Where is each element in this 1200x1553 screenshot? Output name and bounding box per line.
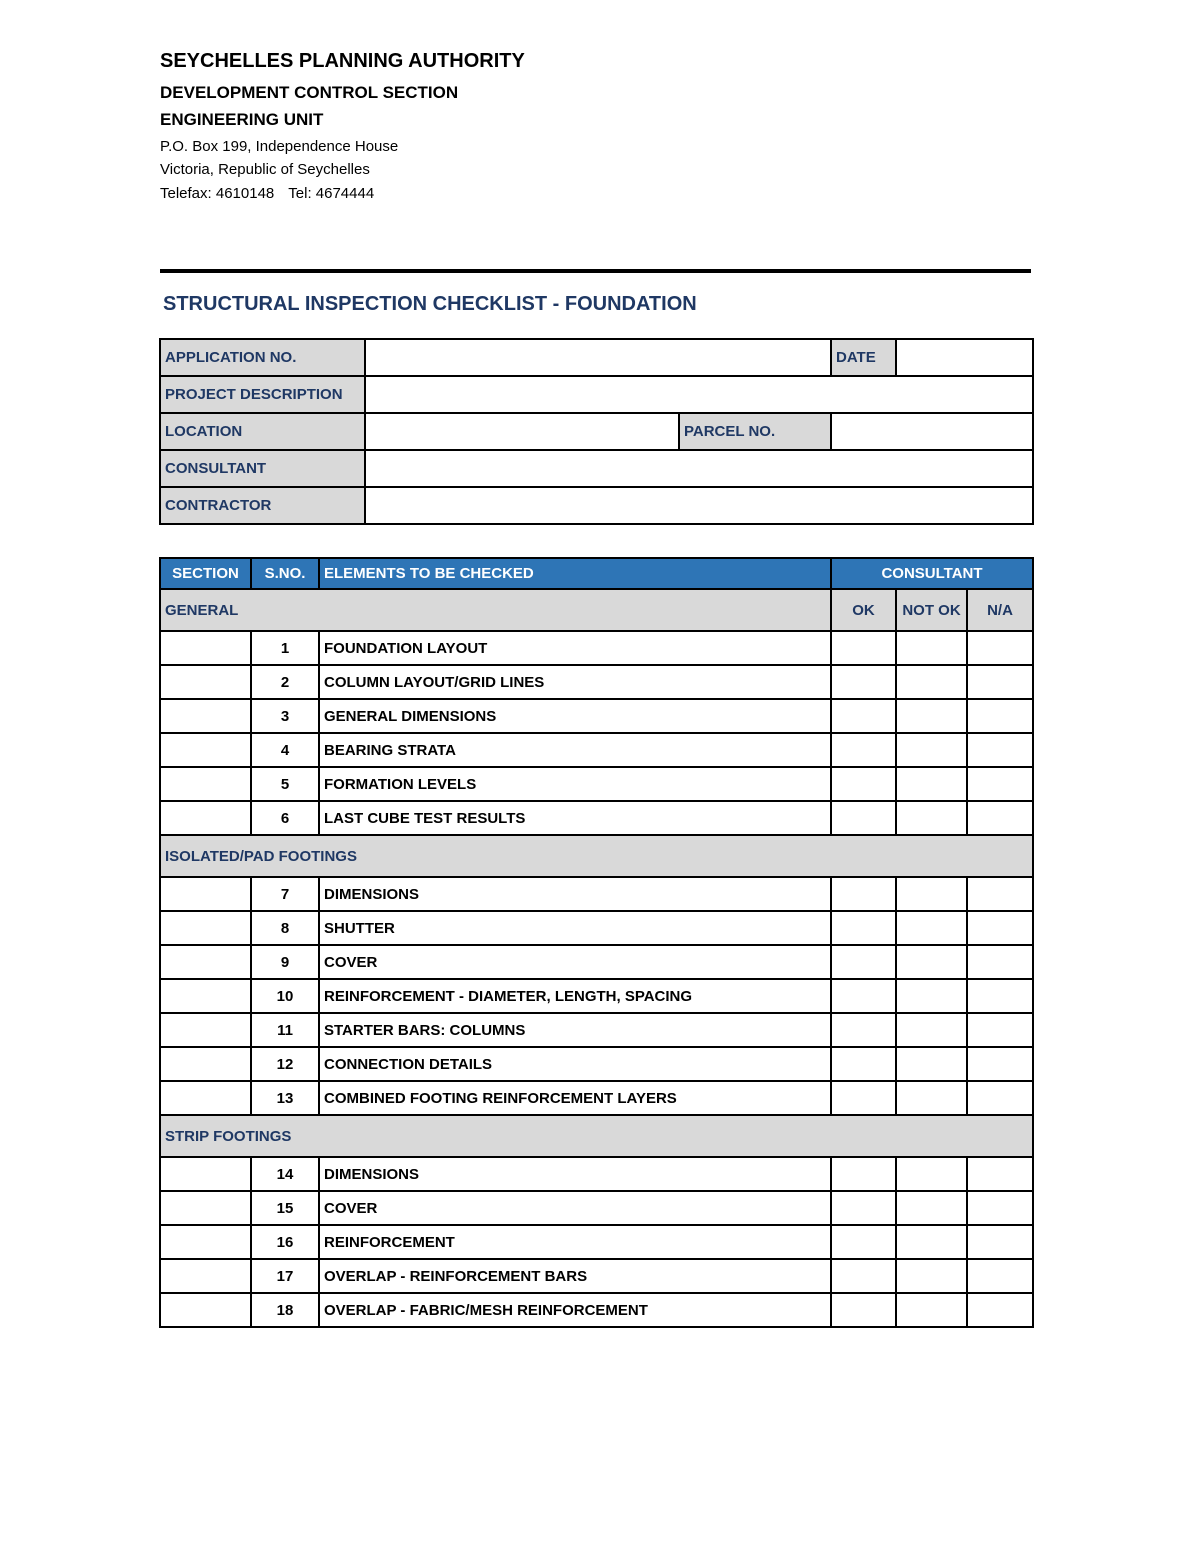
section-cell [160,945,251,979]
info-row-application [160,339,1033,376]
header-divider [160,269,1031,273]
element-cell: DIMENSIONS [319,877,831,911]
sno-cell: 15 [251,1191,319,1225]
checklist-row [160,877,1033,911]
info-row-consultant [160,450,1033,487]
not-ok-checkbox[interactable] [896,699,967,733]
group-row [160,835,1033,877]
group-name: ISOLATED/PAD FOOTINGS [160,835,1033,877]
sno-cell: 1 [251,631,319,665]
na-checkbox[interactable] [967,1047,1033,1081]
sno-cell: 4 [251,733,319,767]
ok-checkbox[interactable] [831,1259,896,1293]
section-cell [160,1293,251,1327]
section-cell [160,1013,251,1047]
checklist-row [160,733,1033,767]
contractor-label: CONTRACTOR [160,487,365,524]
element-cell: GENERAL DIMENSIONS [319,699,831,733]
sno-cell: 14 [251,1157,319,1191]
location-field[interactable] [365,413,679,450]
ok-checkbox[interactable] [831,1293,896,1327]
section-cell [160,1047,251,1081]
element-cell: SHUTTER [319,911,831,945]
checklist-row [160,1013,1033,1047]
ok-checkbox[interactable] [831,979,896,1013]
sno-cell: 17 [251,1259,319,1293]
na-checkbox[interactable] [967,911,1033,945]
section-cell [160,877,251,911]
sno-cell: 10 [251,979,319,1013]
checklist-row [160,911,1033,945]
ok-checkbox[interactable] [831,733,896,767]
na-checkbox[interactable] [967,801,1033,835]
group-name: GENERAL [160,589,831,631]
element-cell: FORMATION LEVELS [319,767,831,801]
ok-checkbox[interactable] [831,1157,896,1191]
section-cell [160,767,251,801]
location-label: LOCATION [160,413,365,450]
sno-cell: 2 [251,665,319,699]
not-ok-checkbox[interactable] [896,1157,967,1191]
group-row [160,589,1033,631]
unit-name: ENGINEERING UNIT [160,110,324,129]
section-cell [160,631,251,665]
org-name: SEYCHELLES PLANNING AUTHORITY [160,50,525,72]
date-field[interactable] [896,339,1033,376]
checklist-row [160,1259,1033,1293]
checklist-row [160,979,1033,1013]
na-checkbox[interactable] [967,699,1033,733]
na-checkbox[interactable] [967,1259,1033,1293]
checklist-row [160,1293,1033,1327]
section-name: DEVELOPMENT CONTROL SECTION [160,83,459,102]
ok-checkbox[interactable] [831,801,896,835]
address-line-2: Victoria, Republic of Seychelles [160,161,370,178]
section-cell [160,1157,251,1191]
na-checkbox[interactable] [967,1191,1033,1225]
section-cell [160,911,251,945]
telefax: Telefax: 4610148 [160,185,275,202]
checklist-row [160,1157,1033,1191]
project-info-table [159,338,1034,525]
na-checkbox[interactable] [967,665,1033,699]
sno-cell: 7 [251,877,319,911]
not-ok-checkbox[interactable] [896,1191,967,1225]
section-cell [160,1225,251,1259]
section-cell [160,1191,251,1225]
element-cell: COMBINED FOOTING REINFORCEMENT LAYERS [319,1081,831,1115]
na-checkbox[interactable] [967,733,1033,767]
section-cell [160,801,251,835]
not-ok-checkbox[interactable] [896,767,967,801]
element-cell: CONNECTION DETAILS [319,1047,831,1081]
info-row-contractor [160,487,1033,524]
section-cell [160,699,251,733]
ok-checkbox[interactable] [831,767,896,801]
not-ok-checkbox[interactable] [896,733,967,767]
ok-checkbox[interactable] [831,911,896,945]
na-checkbox[interactable] [967,1013,1033,1047]
sno-cell: 18 [251,1293,319,1327]
not-ok-checkbox[interactable] [896,1013,967,1047]
checklist-row [160,1191,1033,1225]
document-title: STRUCTURAL INSPECTION CHECKLIST - FOUNDATION [163,293,697,315]
not-ok-checkbox[interactable] [896,877,967,911]
not-ok-checkbox[interactable] [896,911,967,945]
checklist-row [160,767,1033,801]
section-header: SECTION [160,558,251,589]
sno-cell: 3 [251,699,319,733]
project-description-field[interactable] [365,376,1033,413]
not-ok-checkbox[interactable] [896,945,967,979]
sno-cell: 12 [251,1047,319,1081]
element-cell: OVERLAP - REINFORCEMENT BARS [319,1259,831,1293]
ok-checkbox[interactable] [831,1013,896,1047]
na-checkbox[interactable] [967,1157,1033,1191]
parcel-no-field[interactable] [831,413,1033,450]
info-row-location [160,413,1033,450]
ok-checkbox[interactable] [831,1191,896,1225]
not-ok-checkbox[interactable] [896,1259,967,1293]
not-ok-checkbox[interactable] [896,1293,967,1327]
na-checkbox[interactable] [967,767,1033,801]
elements-header: ELEMENTS TO BE CHECKED [319,558,831,589]
section-cell [160,733,251,767]
checklist-row [160,699,1033,733]
element-cell: REINFORCEMENT - DIAMETER, LENGTH, SPACING [319,979,831,1013]
address-line-1: P.O. Box 199, Independence House [160,138,399,155]
sno-cell: 13 [251,1081,319,1115]
na-checkbox[interactable] [967,979,1033,1013]
tel: Tel: 4674444 [288,185,375,202]
element-cell: DIMENSIONS [319,1157,831,1191]
checklist-header-row [160,558,1033,589]
na-checkbox[interactable] [967,1225,1033,1259]
sno-cell: 16 [251,1225,319,1259]
sno-cell: 5 [251,767,319,801]
not-ok-checkbox[interactable] [896,1225,967,1259]
checklist-row [160,665,1033,699]
na-checkbox[interactable] [967,1081,1033,1115]
application-no-field[interactable] [365,339,831,376]
not-ok-checkbox[interactable] [896,979,967,1013]
not-ok-checkbox[interactable] [896,801,967,835]
checklist-row [160,1081,1033,1115]
consultant-field[interactable] [365,450,1033,487]
ok-header: OK [831,589,896,631]
sno-cell: 11 [251,1013,319,1047]
element-cell: COVER [319,945,831,979]
not-ok-checkbox[interactable] [896,665,967,699]
contractor-field[interactable] [365,487,1033,524]
element-cell: OVERLAP - FABRIC/MESH REINFORCEMENT [319,1293,831,1327]
section-cell [160,1081,251,1115]
element-cell: FOUNDATION LAYOUT [319,631,831,665]
element-cell: COVER [319,1191,831,1225]
section-cell [160,979,251,1013]
consultant-header: CONSULTANT [831,558,1033,589]
parcel-no-label: PARCEL NO. [679,413,831,450]
sno-cell: 8 [251,911,319,945]
not-ok-header: NOT OK [896,589,967,631]
not-ok-checkbox[interactable] [896,1081,967,1115]
not-ok-checkbox[interactable] [896,631,967,665]
sno-cell: 9 [251,945,319,979]
info-row-project [160,376,1033,413]
ok-checkbox[interactable] [831,631,896,665]
na-checkbox[interactable] [967,1293,1033,1327]
na-checkbox[interactable] [967,945,1033,979]
date-label: DATE [831,339,896,376]
ok-checkbox[interactable] [831,665,896,699]
element-cell: REINFORCEMENT [319,1225,831,1259]
ok-checkbox[interactable] [831,1225,896,1259]
project-description-label: PROJECT DESCRIPTION [160,376,365,413]
checklist-row [160,945,1033,979]
checklist-row [160,801,1033,835]
element-cell: LAST CUBE TEST RESULTS [319,801,831,835]
element-cell: STARTER BARS: COLUMNS [319,1013,831,1047]
sno-cell: 6 [251,801,319,835]
ok-checkbox[interactable] [831,1047,896,1081]
section-cell [160,665,251,699]
na-header: N/A [967,589,1033,631]
contact-line [160,185,374,202]
element-cell: BEARING STRATA [319,733,831,767]
checklist-table [159,557,1034,1328]
application-no-label: APPLICATION NO. [160,339,365,376]
ok-checkbox[interactable] [831,1081,896,1115]
group-name: STRIP FOOTINGS [160,1115,1033,1157]
na-checkbox[interactable] [967,631,1033,665]
consultant-label: CONSULTANT [160,450,365,487]
ok-checkbox[interactable] [831,699,896,733]
ok-checkbox[interactable] [831,877,896,911]
na-checkbox[interactable] [967,877,1033,911]
ok-checkbox[interactable] [831,945,896,979]
section-cell [160,1259,251,1293]
sno-header: S.NO. [251,558,319,589]
group-row [160,1115,1033,1157]
checklist-row [160,1225,1033,1259]
checklist-row [160,1047,1033,1081]
checklist-row [160,631,1033,665]
not-ok-checkbox[interactable] [896,1047,967,1081]
element-cell: COLUMN LAYOUT/GRID LINES [319,665,831,699]
